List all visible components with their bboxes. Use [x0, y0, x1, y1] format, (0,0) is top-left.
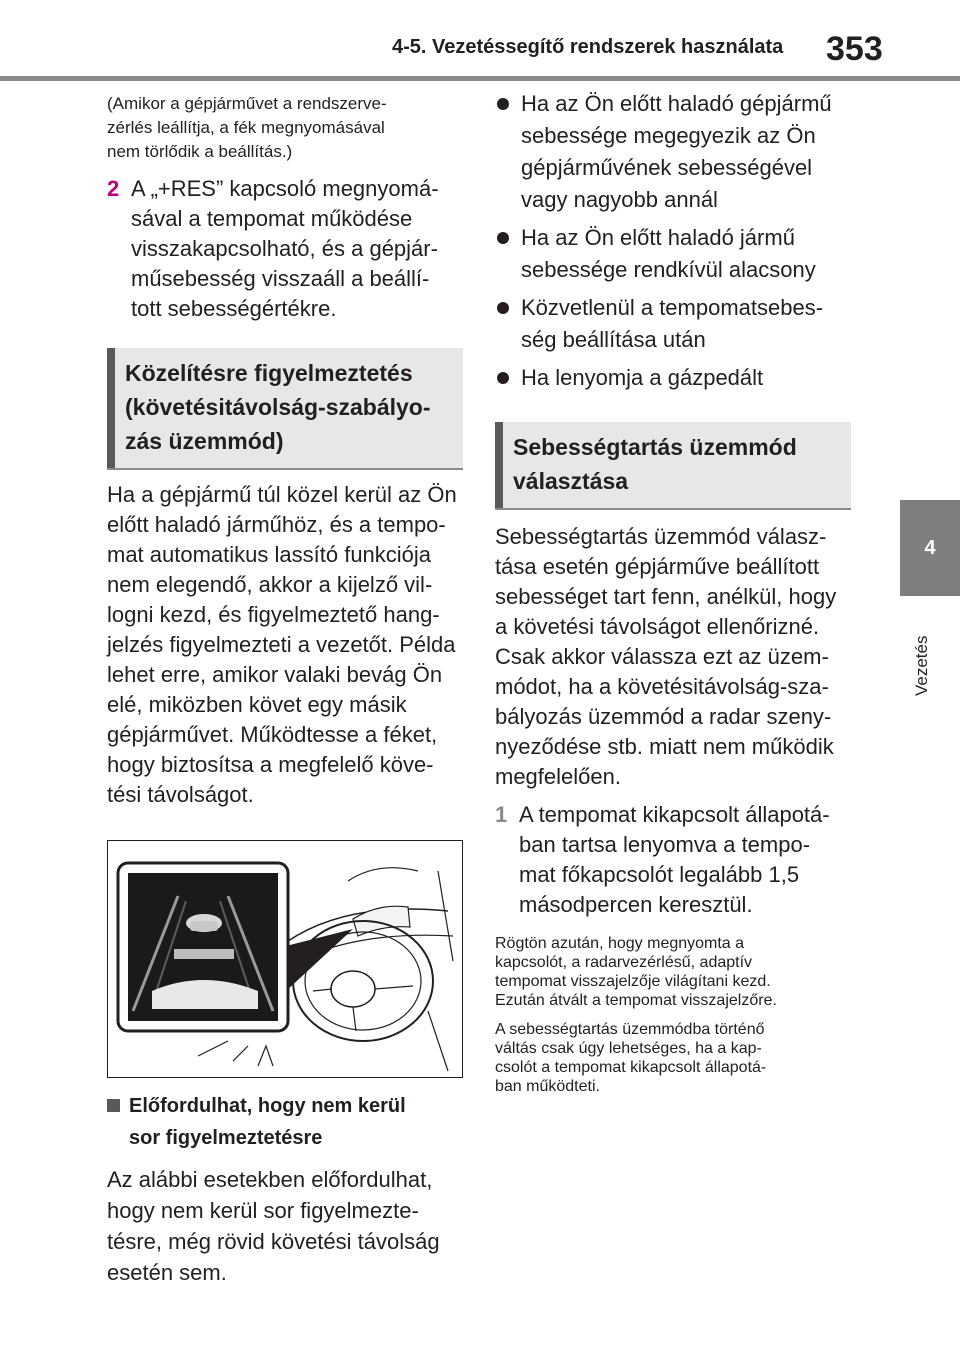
section-heading-approach-warning: Közelítésre figyelmeztetés (követésitávolság-szabályo- zás üzemmód)	[107, 348, 463, 470]
step-2	[107, 174, 463, 324]
left-column	[107, 92, 463, 1288]
dashboard-illustration	[107, 840, 463, 1078]
note-top: (Amikor a gépjárművet a rendszerve- zérlés leállítja, a fék megnyomásával nem törlődik a beállítás.)	[107, 94, 387, 161]
right-column	[495, 88, 851, 1096]
page-number: 353	[826, 30, 883, 68]
dashboard-drawing	[108, 841, 463, 1078]
paragraph-speed-mode: Sebességtartás üzemmód válasz- tása esetén gépjárműve beállított sebességet tart fenn, anélkül, hogy a követési távolságot ellenőrizné. Csak akkor válassza ezt az üzem- módot, ha a követésitávolság-sza- bályozás üzemmód a radar szeny- nyeződése stb. miatt nem működik megfelelően.	[495, 524, 837, 789]
bullet-icon	[495, 88, 521, 216]
step-text: A „+RES” kapcsoló megnyomá- sával a tempomat működése visszakapcsolható, és a gépjár- műsebesség visszaáll a beállí- tott sebességértékre.	[131, 176, 439, 321]
paragraph-approach-warning: Ha a gépjármű túl közel kerül az Ön előtt haladó járműhöz, és a tempo- mat automatikus lassító funkciója nem elegendő, akkor a kijelző vil- logni kezd, és figyelmeztető hang- jelzés figyelmezteti a vezetőt. Példa lehet erre, amikor valaki bevág Ön elé, miközben követ egy másik gépjárművet. Működtesse a féket, hogy biztosítsa a megfelelő köve- tési távolságot.	[107, 482, 457, 807]
chapter-label: Vezetés	[912, 635, 931, 696]
header-rule	[0, 76, 960, 81]
footnote-switching: A sebességtartás üzemmódba történő váltás csak úgy lehetséges, ha a kap- csolót a tempomat kikapcsolt állapotá- ban működteti.	[495, 1021, 767, 1095]
bullet-item: Ha az Ön előtt haladó jármű sebessége rendkívül alacsony	[495, 222, 851, 286]
paragraph-no-warning: Az alábbi esetekben előfordulhat, hogy nem kerül sor figyelmezte- tésre, még rövid követési távolság esetén sem.	[107, 1167, 440, 1285]
step-1	[495, 800, 851, 920]
subheading-no-warning: Előfordulhat, hogy nem kerül sor figyelmeztetésre	[107, 1090, 463, 1154]
running-header-title: 4-5. Vezetéssegítő rendszerek használata	[392, 36, 784, 58]
section-heading-speed-mode: Sebességtartás üzemmód választása	[495, 422, 851, 510]
square-marker-icon	[107, 1090, 129, 1154]
footnote-indicator: Rögtön azután, hogy megnyomta a kapcsolót, a radarvezérlésű, adaptív tempomat visszajelzője világítani kezd. Ezután átvált a tempomat visszajelzőre.	[495, 935, 777, 1009]
step-number: 1	[495, 802, 508, 827]
chapter-number: 4	[924, 536, 936, 559]
chapter-tab	[900, 500, 960, 596]
bullet-item: Ha az Ön előtt haladó gépjármű sebessége megegyezik az Ön gépjárművének sebességével vagy nagyobb annál	[495, 88, 851, 216]
bullet-icon	[495, 292, 521, 356]
step-text: A tempomat kikapcsolt állapotá- ban tartsa lenyomva a tempo- mat főkapcsolót legalább 1,5 másodpercen keresztül.	[519, 802, 830, 917]
step-number: 2	[107, 176, 120, 201]
bullet-item: Közvetlenül a tempomatsebes- ség beállítása után	[495, 292, 851, 356]
bullet-icon	[495, 222, 521, 286]
bullet-item: Ha lenyomja a gázpedált	[495, 362, 851, 394]
bullet-icon	[495, 362, 521, 394]
